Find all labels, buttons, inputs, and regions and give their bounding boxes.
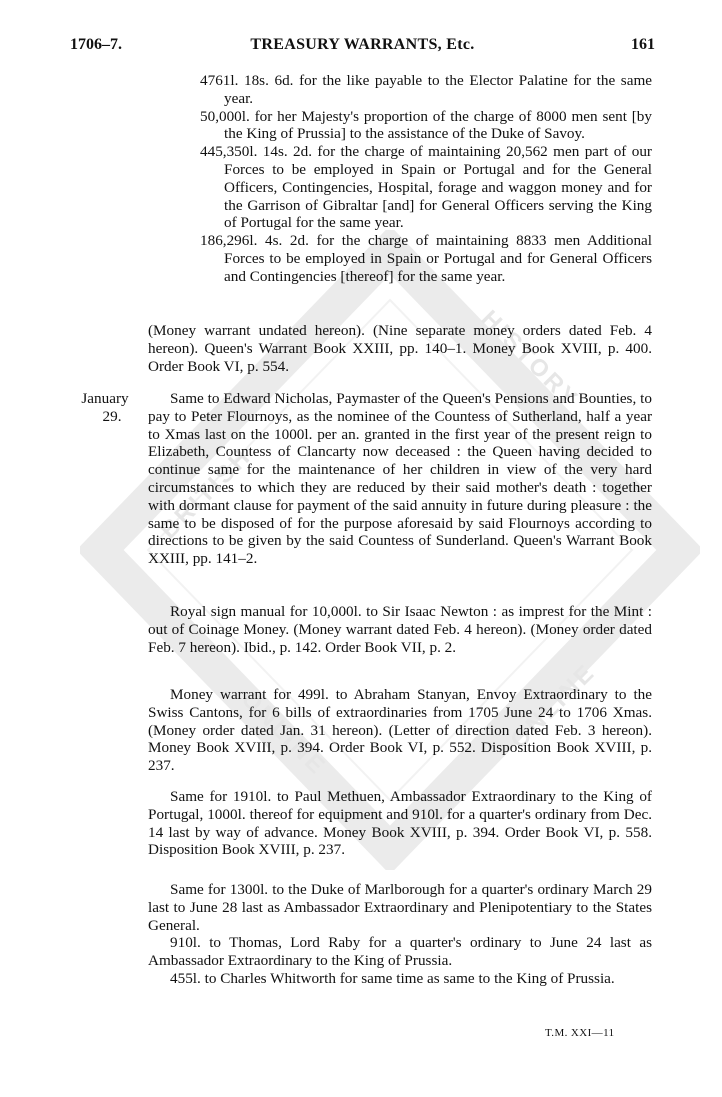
methuen-entry xyxy=(148,788,652,859)
money-warrant-note xyxy=(148,322,652,375)
stanyan-entry xyxy=(148,686,652,775)
payment-items-list xyxy=(200,72,652,286)
paragraph: Same to Edward Nicholas, Paymaster of the Queen's Pensions and Bounties, to pay to Peter Flournoys, as the nominee of the Countess of Sutherland, half a year to Xmas last on the 1000l. per an. granted in the first year of the present reign to Elizabeth, Countess of Clancarty now deceased : the Queen having decided to continue same for the maintenance of her children in view of the very hard circumstances to which they are reduced by their said mother's death : together with dormant clause for payment of the said annuity in future during pleasure : the same to be disposed of for the purpose aforesaid by said Flournoys according to directions to be given by the said Countess of Sunderland. Queen's Warrant Book XXIII, pp. 141–2. xyxy=(148,390,652,568)
svg-text:HISTORY: HISTORY xyxy=(475,305,585,414)
paragraph: Money warrant for 499l. to Abraham Stanyan, Envoy Extraordinary to the Swiss Cantons, for 6 bills of extraordinaries from 1705 June 24 to 1706 Xmas. (Money order dated Jan. 31 hereon). (Letter of direction dated Feb. 3 hereon). Money Book XVIII, p. 394. Order Book VI, p. 552. Disposition Book XVIII, p. 237. xyxy=(148,686,652,775)
header-year: 1706–7. xyxy=(70,36,122,53)
svg-text:BRITISH: BRITISH xyxy=(155,442,257,545)
ambassador-entries xyxy=(148,881,652,988)
list-item: 4761l. 18s. 6d. for the like payable to the Elector Palatine for the same year. xyxy=(200,72,652,107)
signature-mark: T.M. XXI—11 xyxy=(545,1027,615,1039)
header-title: TREASURY WARRANTS, Etc. xyxy=(250,36,475,53)
paragraph: (Money warrant undated hereon). (Nine separate money orders dated Feb. 4 hereon). Queen's Warrant Book XXIII, pp. 140–1. Money Book XVIII, p. 400. Order Book VI, p. 554. xyxy=(148,322,652,375)
paragraph: 455l. to Charles Whitworth for same time as same to the King of Prussia. xyxy=(170,969,615,987)
paragraph: Royal sign manual for 10,000l. to Sir Isaac Newton : as imprest for the Mint : out of Coinage Money. (Money warrant dated Feb. 4 hereon). (Money order dated Feb. 7 hereon). Ibid., p. 142. Order Book VII, p. 2. xyxy=(148,603,652,656)
date-day: 29. xyxy=(102,407,122,425)
margin-date xyxy=(70,390,140,426)
nicholas-entry xyxy=(148,390,652,568)
list-item: 186,296l. 4s. 2d. for the charge of maintaining 8833 men Additional Forces to be employed in Spain or Portugal and for General Officers and Contingencies [thereof] for the same year. xyxy=(200,232,652,285)
paragraph: Same for 1910l. to Paul Methuen, Ambassador Extraordinary to the King of Portugal, 1000l. thereof for equipment and 910l. for a quarter's ordinary from Dec. 14 last by way of advance. Money Book XVIII, p. 394. Order Book VI, p. 558. Disposition Book XVIII, p. 237. xyxy=(148,788,652,859)
running-header xyxy=(70,36,655,58)
paragraph: Same for 1300l. to the Duke of Marlborough for a quarter's ordinary March 29 last to June 28 last as Ambassador Extraordinary and Plenipotentiary to the States General. xyxy=(148,881,652,934)
header-page-number: 161 xyxy=(631,36,655,53)
date-month: January xyxy=(81,390,129,407)
svg-text:ONLINE: ONLINE xyxy=(235,685,332,782)
list-item: 445,350l. 14s. 2d. for the charge of maintaining 20,562 men part of our Forces to be employed in Spain or Portugal and for the General Officers, Contingencies, Hospital, forage and waggon money and for the Garrison of Gibraltar [and] for General Officers serving the King of Portugal for the same year. xyxy=(200,143,652,232)
svg-text:ONLINE: ONLINE xyxy=(505,658,602,755)
paragraph: 910l. to Thomas, Lord Raby for a quarter's ordinary to June 24 last as Ambassador Extraordinary to the King of Prussia. xyxy=(148,934,652,970)
list-item: 50,000l. for her Majesty's proportion of the charge of 8000 men sent [by the King of Prussia] to the assistance of the Duke of Savoy. xyxy=(200,107,652,143)
newton-entry xyxy=(148,603,652,656)
